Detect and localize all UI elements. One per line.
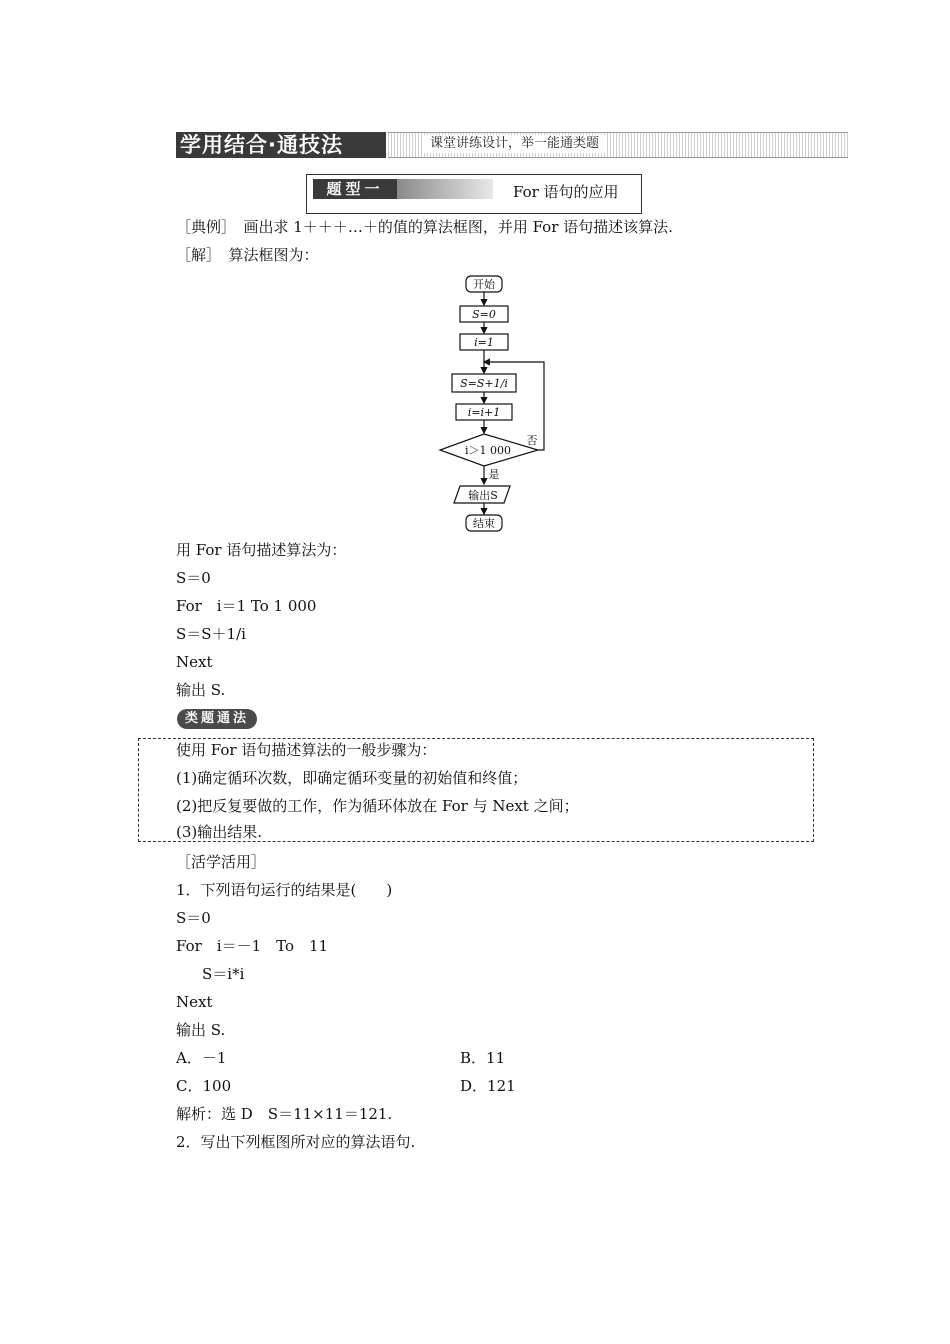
option-c: C．100: [176, 1077, 232, 1095]
topic-box: [306, 174, 642, 214]
option-d: D．121: [460, 1077, 516, 1095]
flow-init-i-text: i=1: [474, 336, 494, 349]
code-intro: 用 For 语句描述算法为：: [176, 541, 347, 559]
flow-start-text: 开始: [473, 278, 495, 291]
code-line: S＝S＋1/i: [176, 625, 246, 643]
q1-code-line: 输出 S.: [176, 1021, 226, 1039]
topic-tag-bar: [397, 179, 493, 199]
flow-init-s-text: S=0: [472, 308, 496, 321]
q1-code-line: S＝i*i: [202, 965, 245, 983]
option-a: A．－1: [176, 1049, 227, 1067]
flow-update-s-text: S=S+1/i: [460, 377, 508, 390]
question-1-stem: 1．下列语句运行的结果是( ): [176, 881, 393, 899]
method-line: (3)输出结果.: [176, 823, 263, 841]
q1-code-line: For i＝－1 To 11: [176, 937, 329, 955]
code-line: S＝0: [176, 569, 211, 587]
flow-end-text: 结束: [473, 517, 495, 530]
flowchart: [430, 272, 570, 537]
example-question: ［典例］ 画出求 1＋＋＋…＋的值的算法框图，并用 For 语句描述该算法.: [176, 218, 673, 236]
code-line: 输出 S.: [176, 681, 226, 699]
solution-intro: ［解］ 算法框图为：: [176, 246, 319, 264]
topic-tag: 题型一: [313, 179, 397, 199]
option-b: B．11: [460, 1049, 506, 1067]
q1-code-line: Next: [176, 993, 213, 1011]
flow-no-label: 否: [526, 434, 538, 447]
code-line: For i＝1 To 1 000: [176, 597, 317, 615]
question-2-stem: 2．写出下列框图所对应的算法语句.: [176, 1133, 416, 1151]
code-line: Next: [176, 653, 213, 671]
method-badge: 类题通法: [177, 709, 257, 729]
banner-subtitle: 课堂讲练设计，举一能通类题: [424, 135, 605, 153]
q1-analysis: 解析：选 D S＝11×11＝121.: [176, 1105, 393, 1123]
method-line: (2)把反复要做的工作，作为循环体放在 For 与 Next 之间；: [176, 797, 579, 815]
q1-code-line: S＝0: [176, 909, 211, 927]
flow-yes-label: 是: [488, 468, 500, 481]
flow-output-text: 输出S: [468, 489, 498, 502]
banner-title: 学用结合·通技法: [176, 132, 386, 158]
flow-update-i-text: i=i+1: [467, 406, 501, 419]
topic-title: For 语句的应用: [513, 183, 619, 201]
flow-condition-text: i＞1 000: [464, 444, 512, 457]
method-line: (1)确定循环次数，即确定循环变量的初始值和终值；: [176, 769, 528, 787]
method-line: 使用 For 语句描述算法的一般步骤为：: [176, 741, 437, 759]
section-banner: [176, 132, 848, 158]
practice-heading: ［活学活用］: [176, 853, 267, 871]
